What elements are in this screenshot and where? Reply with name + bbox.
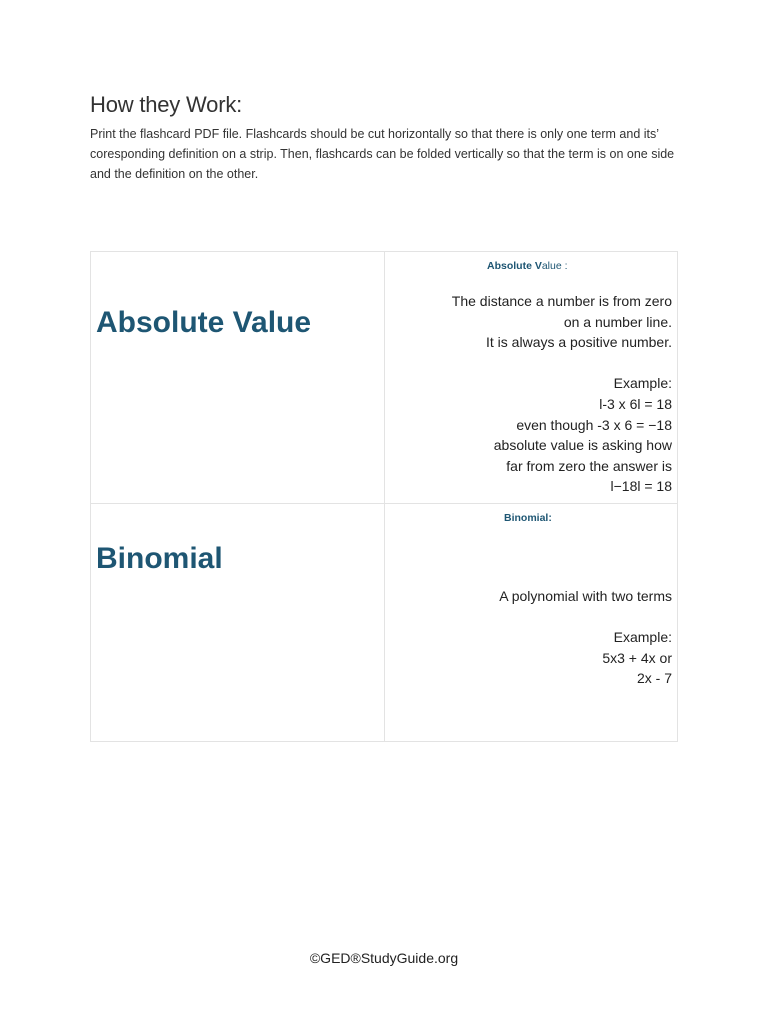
flashcard-row	[91, 252, 677, 504]
example-line: absolute value is asking how	[493, 437, 672, 454]
definition-line: It is always a positive number.	[486, 334, 672, 351]
flashcard-row	[91, 504, 677, 741]
term-cell	[91, 252, 385, 503]
example-line: far from zero the answer is	[506, 457, 672, 474]
example-label: Example:	[613, 375, 672, 392]
copyright-footer: ©GED®StudyGuide.org	[309, 950, 459, 966]
instructions-section	[90, 92, 690, 184]
definition-label	[504, 512, 552, 524]
example-line: 2x - 7	[636, 670, 672, 687]
instructions-heading: How they Work:	[90, 92, 243, 117]
definition-label-suffix: alue :	[541, 260, 568, 272]
definition-label	[487, 260, 568, 272]
example-line: 5x3 + 4x or	[602, 649, 672, 666]
term-cell	[91, 504, 385, 741]
definition-text	[402, 291, 672, 497]
definition-line: A polynomial with two terms	[499, 588, 672, 604]
definition-line: on a number line.	[563, 313, 672, 330]
example-line: even though -3 x 6 = −18	[516, 416, 672, 433]
example-line: l-3 x 6l = 18	[599, 395, 672, 412]
example-line: l−18l = 18	[610, 478, 672, 495]
example-label: Example:	[613, 629, 672, 646]
definition-label-bold: Absolute V	[487, 260, 542, 272]
instructions-body: Print the flashcard PDF file. Flashcards should be cut horizontally so that there is only one term and its’ coresponding definition on a strip. Then, flashcards can be folded vertically so that the term is on one side and the definition on the other.	[90, 127, 675, 181]
definition-cell	[385, 504, 677, 741]
definition-cell	[385, 252, 677, 503]
flashcard-term: Binomial	[96, 542, 223, 575]
flashcard-term: Absolute Value	[96, 306, 312, 339]
definition-label-bold: Binomial:	[504, 512, 552, 524]
definition-text	[402, 586, 672, 689]
flashcard-table	[90, 251, 678, 742]
definition-line: The distance a number is from zero	[451, 293, 672, 309]
